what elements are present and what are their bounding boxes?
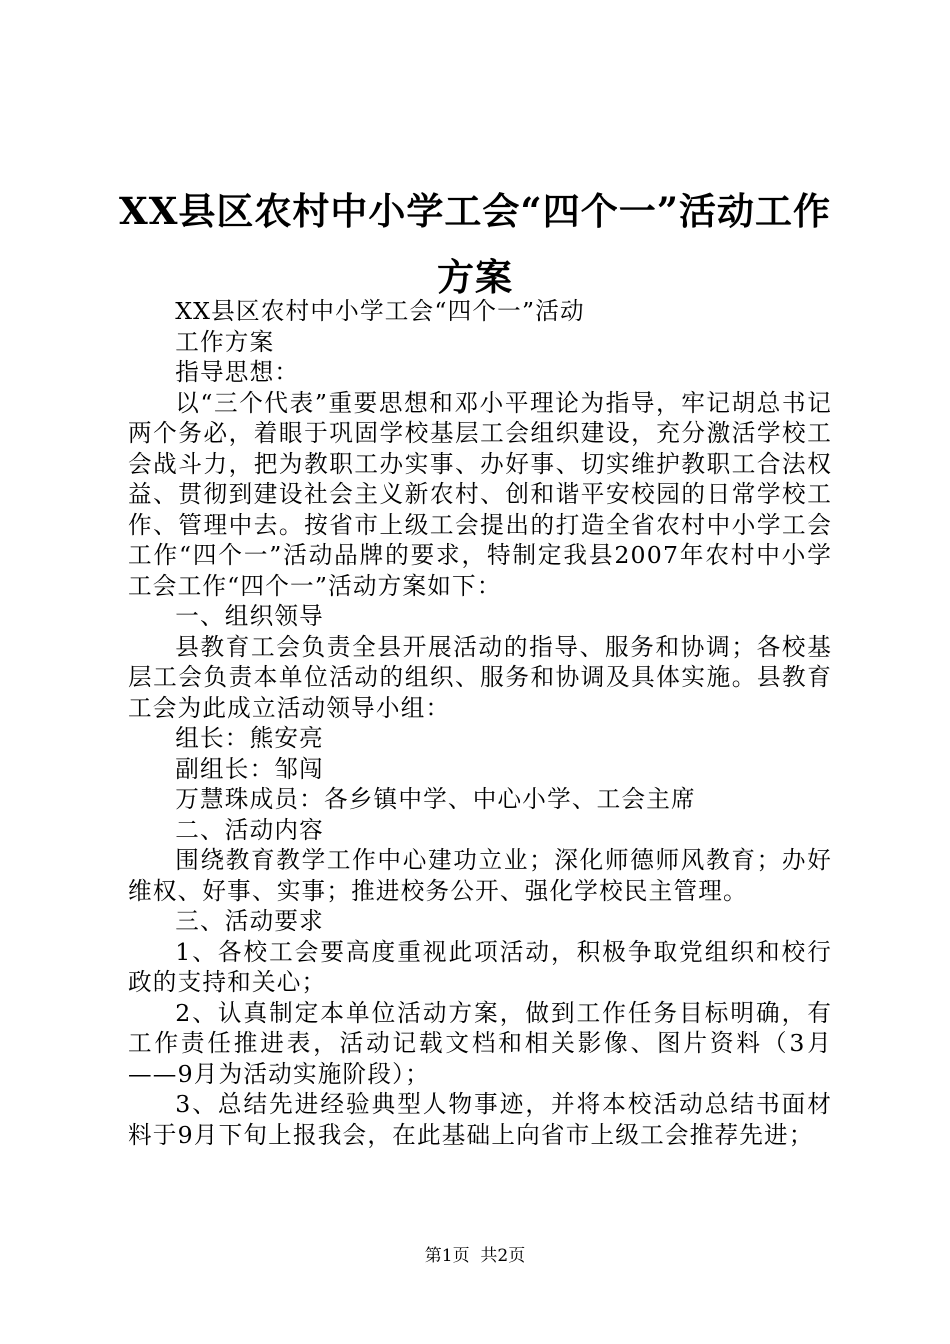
requirement-item-3: 3、总结先进经验典型人物事迹，并将本校活动总结书面材料于9月下旬上报我会，在此基础上向省市上级工会推荐先进； — [128, 1090, 832, 1149]
section-heading-requirements: 三、活动要求 — [175, 907, 324, 935]
title-line-2: 方案 — [437, 255, 513, 299]
page-number: 第1页 — [424, 1246, 470, 1266]
requirement-item-1: 1、各校工会要高度重视此项活动，积极争取党组织和校行政的支持和关心； — [128, 937, 832, 996]
paragraph-guiding-thought: 以“三个代表”重要思想和邓小平理论为指导，牢记胡总书记两个务必，着眼于巩固学校基层工会组织建设，充分激活学校工会战斗力，把为教职工办实事、办好事、切实维护教职工合法权益、贯彻到建设社会主义新农村、创和谐平安校园的日常学校工作、管理中去。按省市上级工会提出的打造全省农村中小学工会工作“四个一”活动品牌的要求，特制定我县2007年农村中小学工会工作“四个一”活动方案如下： — [128, 388, 832, 600]
document-title — [118, 178, 832, 310]
subtitle-line-2: 工作方案 — [175, 327, 275, 356]
paragraph-content: 围绕教育教学工作中心建功立业；深化师德师风教育；办好维权、好事、实事；推进校务公开、强化学校民主管理。 — [128, 846, 832, 905]
page-total: 共2页 — [480, 1246, 526, 1266]
document-body — [128, 296, 832, 1150]
section-heading-guiding-thought: 指导思想： — [175, 358, 300, 386]
paragraph-organization: 县教育工会负责全县开展活动的指导、服务和协调；各校基层工会负责本单位活动的组织、服务和协调及具体实施。县教育工会为此成立活动领导小组： — [128, 632, 832, 722]
team-leader-line: 组长：熊安亮 — [175, 724, 324, 752]
subtitle-line-1: XX县区农村中小学工会“四个一”活动 — [175, 297, 585, 325]
title-line-1: XX县区农村中小学工会“四个一”活动工作 — [119, 189, 831, 233]
page-footer — [0, 1244, 950, 1268]
section-heading-organization: 一、组织领导 — [175, 602, 324, 630]
requirement-item-2: 2、认真制定本单位活动方案，做到工作任务目标明确，有工作责任推进表，活动记载文档和相关影像、图片资料（3月——9月为活动实施阶段）； — [128, 998, 832, 1088]
section-heading-content: 二、活动内容 — [175, 815, 324, 844]
deputy-leader-line: 副组长：邹闯 — [175, 754, 324, 783]
members-line: 万慧珠成员：各乡镇中学、中心小学、工会主席 — [175, 785, 696, 813]
